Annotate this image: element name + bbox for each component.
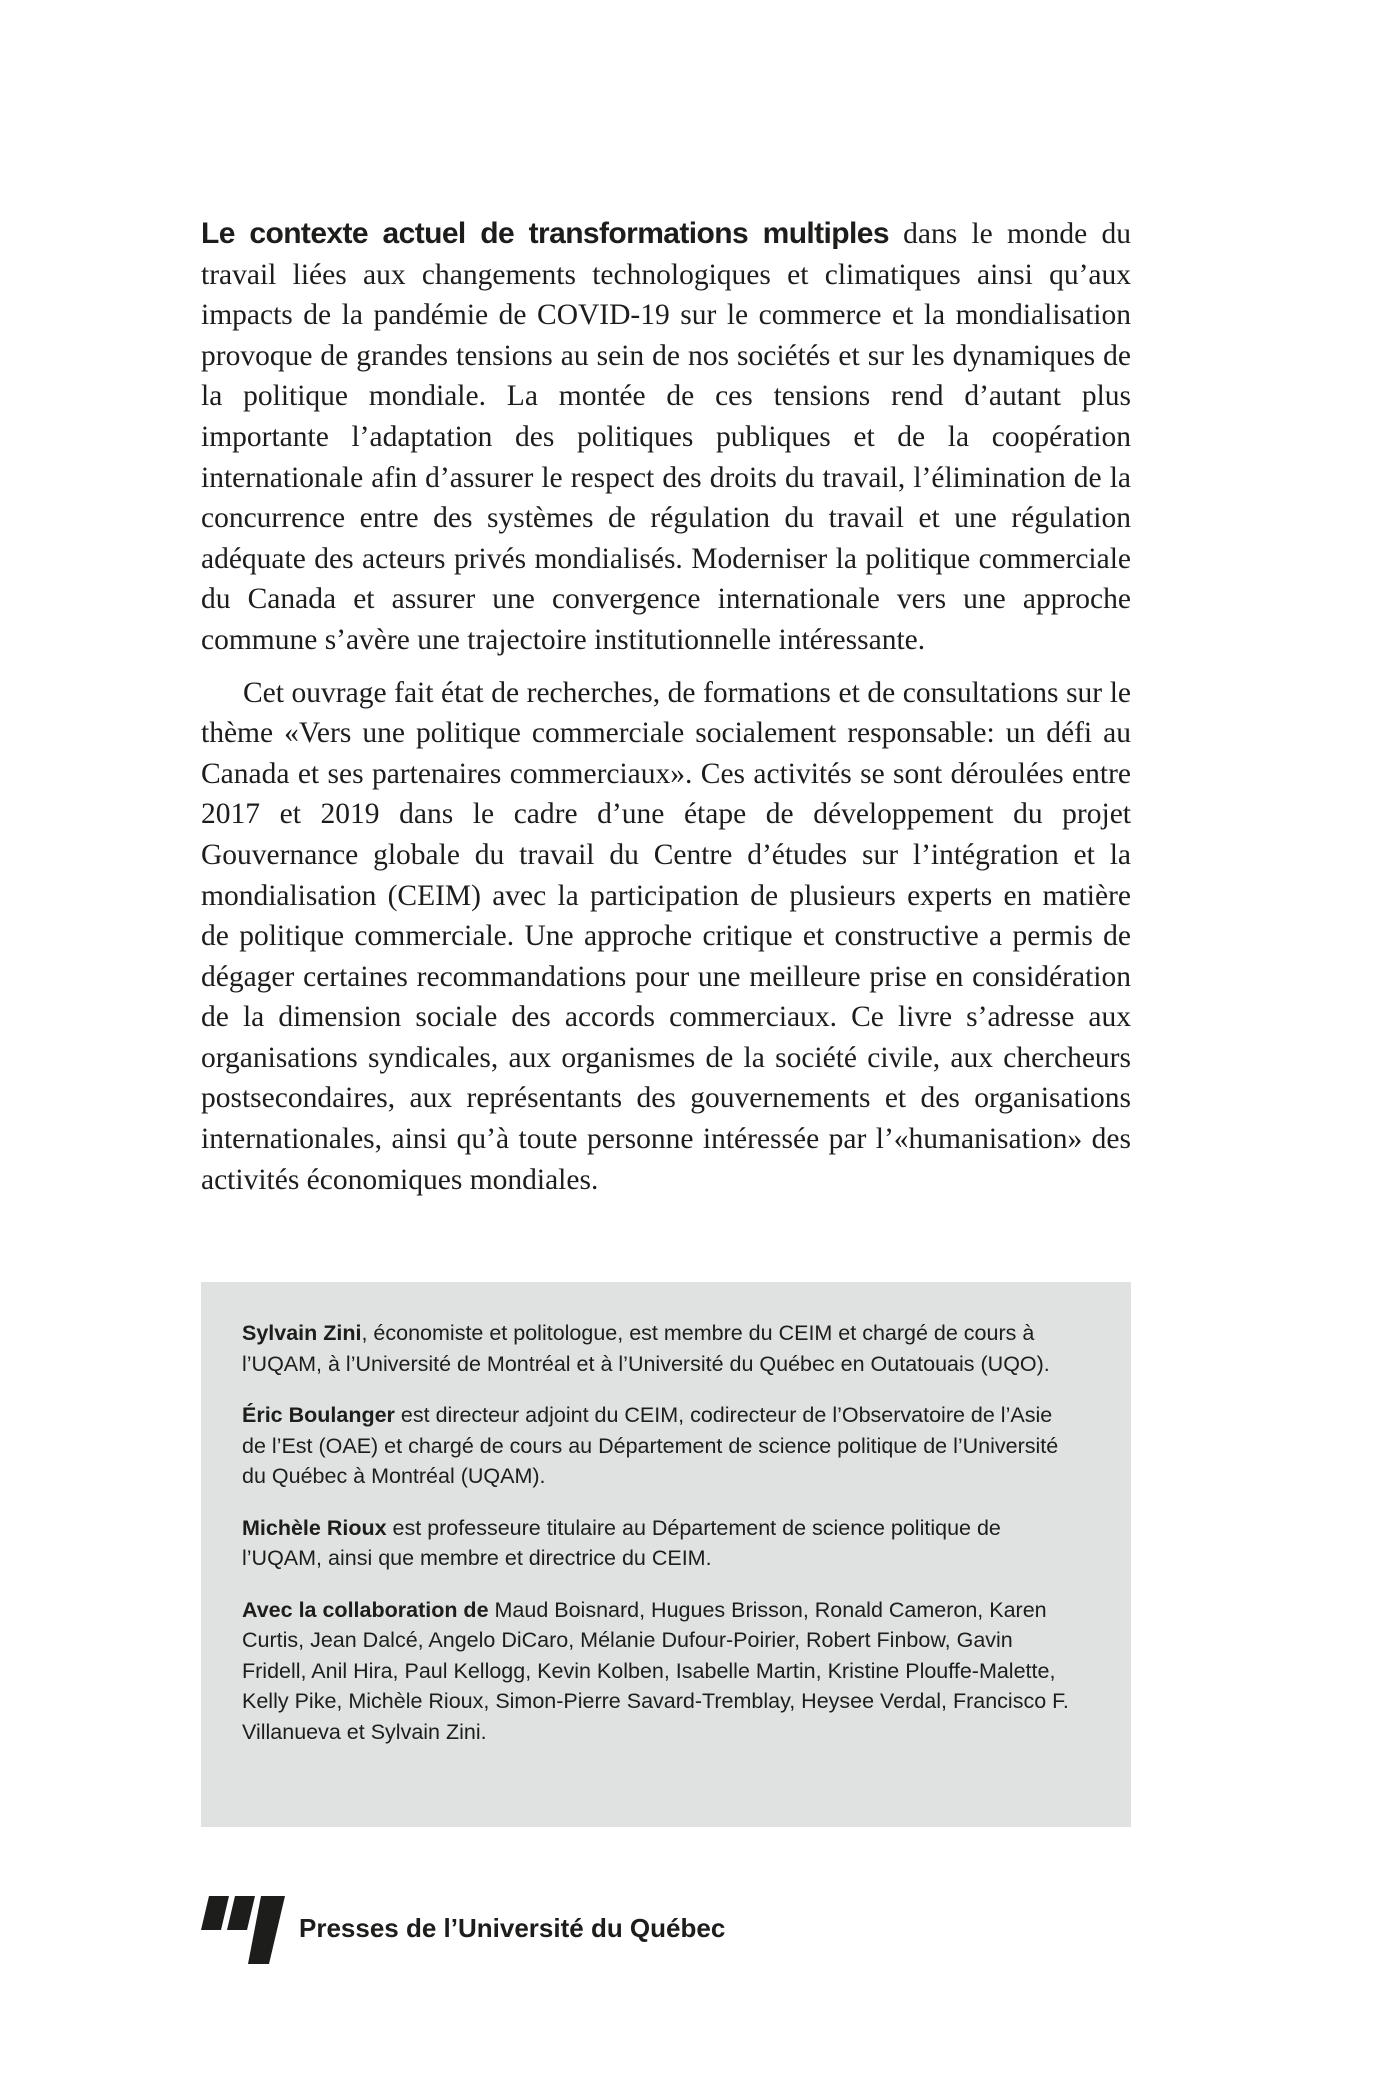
author-name: Sylvain Zini xyxy=(242,1321,362,1345)
author-bio-text: est professeure titulaire au Département de science politique de l’UQAM, ainsi que membre et directrice du CEIM. xyxy=(242,1515,1001,1570)
author-name: Éric Boulanger xyxy=(242,1403,395,1427)
logo-bar xyxy=(227,1896,255,1930)
publisher-name: Presses de l’Université du Québec xyxy=(299,1912,726,1943)
collaboration xyxy=(242,1595,1071,1748)
collaboration-names: Maud Boisnard, Hugues Brisson, Ronald Cameron, Karen Curtis, Jean Dalcé, Angelo DiCaro, Mélanie Dufour-Poirier, Robert Finbow, Gavin Fridell, Anil Hira, Paul Kellogg, Kevin Kolben, Isabelle Martin, Kristine Plouffe-Malette, Kelly Pike, Michèle Rioux, Simon-Pierre Savard-Tremblay, Heysee Verdal, Francisco F. Villanueva et Sylvain Zini. xyxy=(242,1597,1069,1744)
logo-bar xyxy=(248,1896,285,1964)
publisher-footer xyxy=(201,1895,725,1965)
author-name: Michèle Rioux xyxy=(242,1515,387,1540)
author-bio xyxy=(242,1400,1071,1492)
logo-bar xyxy=(201,1896,229,1930)
description-paragraph-1-text: dans le monde du travail liées aux changements technologiques et climatiques ainsi qu’aux impacts de la pandémie de COVID-19 sur le commerce et la mondialisation provoque de grandes tensions au sein de nos sociétés et sur les dynamiques de la politique mondiale. La montée de ces tensions rend d’autant plus importante l’adaptation des politiques publiques et de la coopération internationale afin d’assurer le respect des droits du travail, l’élimination de la concurrence entre des systèmes de régulation du travail et une régulation adéquate des acteurs privés mondialisés. Moderniser la politique commerciale du Canada et assurer une convergence internationale vers une approche commune s’avère une trajectoire institutionnelle intéressante. xyxy=(201,218,1131,656)
author-bio xyxy=(242,1513,1071,1574)
author-bio-text: , économiste et politologue, est membre du CEIM et chargé de cours à l’UQAM, à l’Université de Montréal et à l’Université du Québec en Outatouais (UQO). xyxy=(242,1321,1050,1376)
author-bio-text: est directeur adjoint du CEIM, codirecteur de l’Observatoire de l’Asie de l’Est (OAE) et chargé de cours au Département de science politique de l’Université du Québec à Montréal (UQAM). xyxy=(242,1403,1059,1488)
puq-logo-icon xyxy=(201,1896,287,1964)
collaboration-label: Avec la collaboration de xyxy=(242,1597,489,1622)
back-cover-description xyxy=(201,214,1131,1200)
description-paragraph-1 xyxy=(201,214,1131,661)
description-paragraph-2: Cet ouvrage fait état de recherches, de formations et de consultations sur le thème «Vers une politique commerciale socialement responsable: un défi au Canada et ses partenaires commerciaux». Ces activités se sont déroulées entre 2017 et 2019 dans le cadre d’une étape de développement du projet Gouvernance globale du travail du Centre d’études sur l’intégration et la mondialisation (CEIM) avec la participation de plusieurs experts en matière de politique commerciale. Une approche critique et constructive a permis de dégager certaines recommandations pour une meilleure prise en considération de la dimension sociale des accords commerciaux. Ce livre s’adresse aux organisations syndicales, aux organismes de la société civile, aux chercheurs postsecondaires, aux représentants des gouvernements et des organisations internationales, ainsi qu’à toute personne intéressée par l’«humanisation» des activités économiques mondiales. xyxy=(201,676,1131,1196)
authors-box xyxy=(201,1282,1131,1827)
description-lead: Le contexte actuel de transformations multiples xyxy=(201,217,889,250)
author-bio xyxy=(242,1318,1071,1379)
